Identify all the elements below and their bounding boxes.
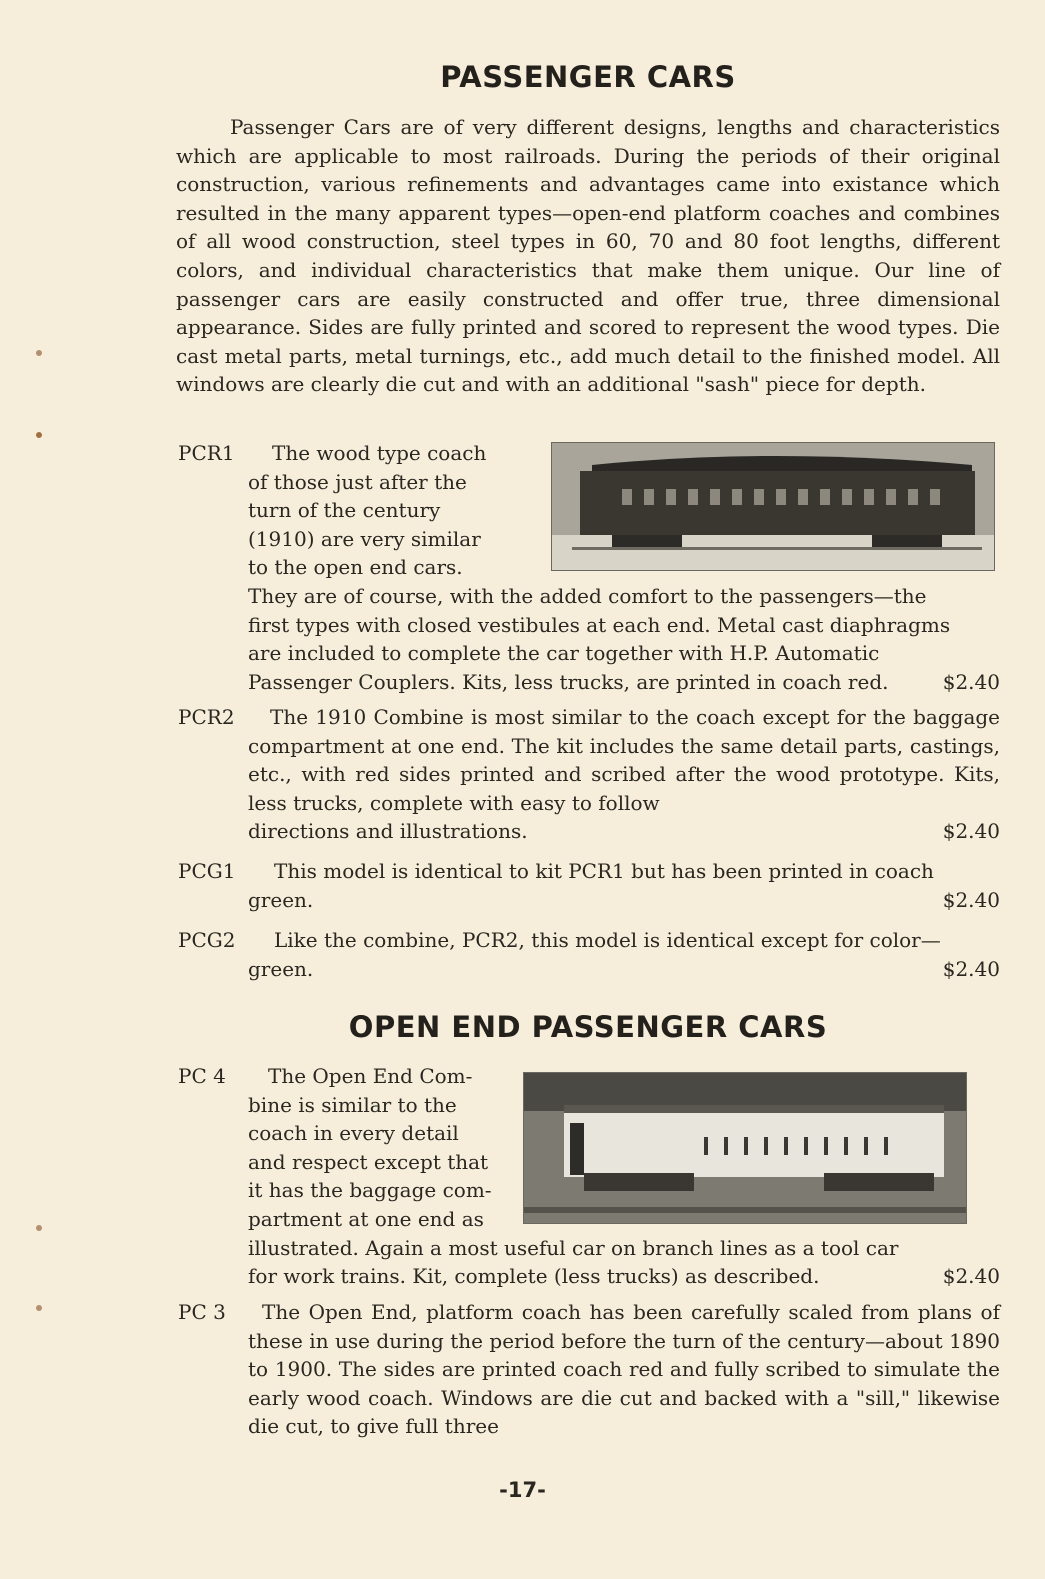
price-line bbox=[248, 886, 1000, 915]
entry-body: This model is identical to kit PCR1 but has been printed in coach bbox=[274, 859, 934, 883]
page-speck bbox=[36, 350, 42, 356]
price-line bbox=[248, 668, 1000, 697]
entry-body bbox=[248, 1234, 1000, 1291]
text-line: They are of course, with the added comfort to the passengers—the bbox=[248, 583, 927, 608]
text-line: illustrated. Again a most useful car on branch lines as a tool car bbox=[248, 1235, 899, 1260]
text-line: directions and illustrations. bbox=[248, 819, 528, 844]
price-line bbox=[248, 1262, 1000, 1291]
text-line: for work trains. Kit, complete (less trucks) as described. bbox=[248, 1264, 820, 1289]
item-code: PCR2 bbox=[178, 705, 235, 729]
entry-pc3 bbox=[178, 1298, 1000, 1441]
text-line: green. bbox=[248, 887, 314, 912]
price: $2.40 bbox=[942, 669, 1000, 694]
price-line bbox=[248, 955, 1000, 984]
entry-body bbox=[248, 582, 1000, 696]
price-line bbox=[248, 817, 1000, 846]
price: $2.40 bbox=[942, 819, 1000, 844]
price: $2.40 bbox=[942, 1264, 1000, 1289]
combine-illustration bbox=[524, 1073, 966, 1223]
text-line: bine is similar to the bbox=[248, 1092, 457, 1117]
entry-body: The 1910 Combine is most similar to the coach except for the baggage compartment at one end. The kit includes the same detail parts, castings, etc., with red sides printed and scribed after the wood prototype. Kits, less trucks, complete with easy to follow bbox=[248, 705, 1000, 815]
text-line: to the open end cars. bbox=[248, 555, 463, 580]
price: $2.40 bbox=[942, 887, 1000, 912]
entry-body: Like the combine, PCR2, this model is identical except for color— bbox=[274, 928, 941, 952]
intro-paragraph: Passenger Cars are of very different designs, lengths and characteristics which are applicable to most railroads. During the periods of their original construction, various refinements and advantages came into existance which resulted in the many apparent types—open-end platform coaches and combines of all wood construction, steel types in 60, 70 and 80 foot lengths, different colors, and individual characteristics that make them unique. Our line of passenger cars are easily constructed and offer true, three dimensional appearance. Sides are fully printed and scored to represent the wood types. Die cast metal parts, metal turnings, etc., add much detail to the finished model. All windows are clearly die cut and with an additional "sash" piece for depth. bbox=[176, 115, 1000, 397]
page-speck bbox=[36, 432, 42, 438]
text-line: it has the baggage com- bbox=[248, 1178, 492, 1203]
page-speck bbox=[36, 1225, 42, 1231]
entry-pcr2 bbox=[178, 703, 1000, 846]
item-code: PC 3 bbox=[178, 1300, 226, 1324]
section-title-open-end: OPEN END PASSENGER CARS bbox=[348, 1010, 828, 1044]
text-line: The Open End Com- bbox=[268, 1064, 473, 1088]
coach-photo bbox=[551, 442, 995, 571]
item-code: PCG2 bbox=[178, 928, 236, 952]
text-line: partment at one end as bbox=[248, 1206, 484, 1231]
item-code: PCR1 bbox=[178, 441, 235, 465]
text-line: of those just after the bbox=[248, 469, 467, 494]
page-speck bbox=[36, 1305, 42, 1311]
text-line: coach in every detail bbox=[248, 1121, 459, 1146]
section-title: PASSENGER CARS bbox=[440, 60, 736, 94]
price: $2.40 bbox=[942, 956, 1000, 981]
entry-pcg2 bbox=[178, 926, 1000, 983]
float-text bbox=[248, 439, 538, 582]
item-code: PCG1 bbox=[178, 859, 236, 883]
page-number: -17- bbox=[499, 1478, 546, 1502]
float-text bbox=[248, 1062, 510, 1234]
entry-pcg1 bbox=[178, 857, 1000, 914]
text-line: turn of the century bbox=[248, 498, 441, 523]
coach-illustration bbox=[552, 443, 994, 570]
entry-body: The Open End, platform coach has been carefully scaled from plans of these in use during the period before the turn of the century—about 1890 to 1900. The sides are printed coach red and fully scribed to simulate the early wood coach. Windows are die cut and backed with a "sill," likewise die cut, to give full three bbox=[248, 1300, 1000, 1439]
combine-photo bbox=[523, 1072, 967, 1224]
text-line: and respect except that bbox=[248, 1149, 489, 1174]
text-line: green. bbox=[248, 956, 314, 981]
item-code: PC 4 bbox=[178, 1064, 226, 1088]
text-line: The wood type coach bbox=[272, 441, 487, 465]
text-line: (1910) are very similar bbox=[248, 526, 481, 551]
text-line: are included to complete the car together with H.P. Automatic bbox=[248, 641, 880, 666]
text-line: Passenger Couplers. Kits, less trucks, are printed in coach red. bbox=[248, 669, 889, 694]
text-line: first types with closed vestibules at each end. Metal cast diaphragms bbox=[248, 612, 951, 637]
